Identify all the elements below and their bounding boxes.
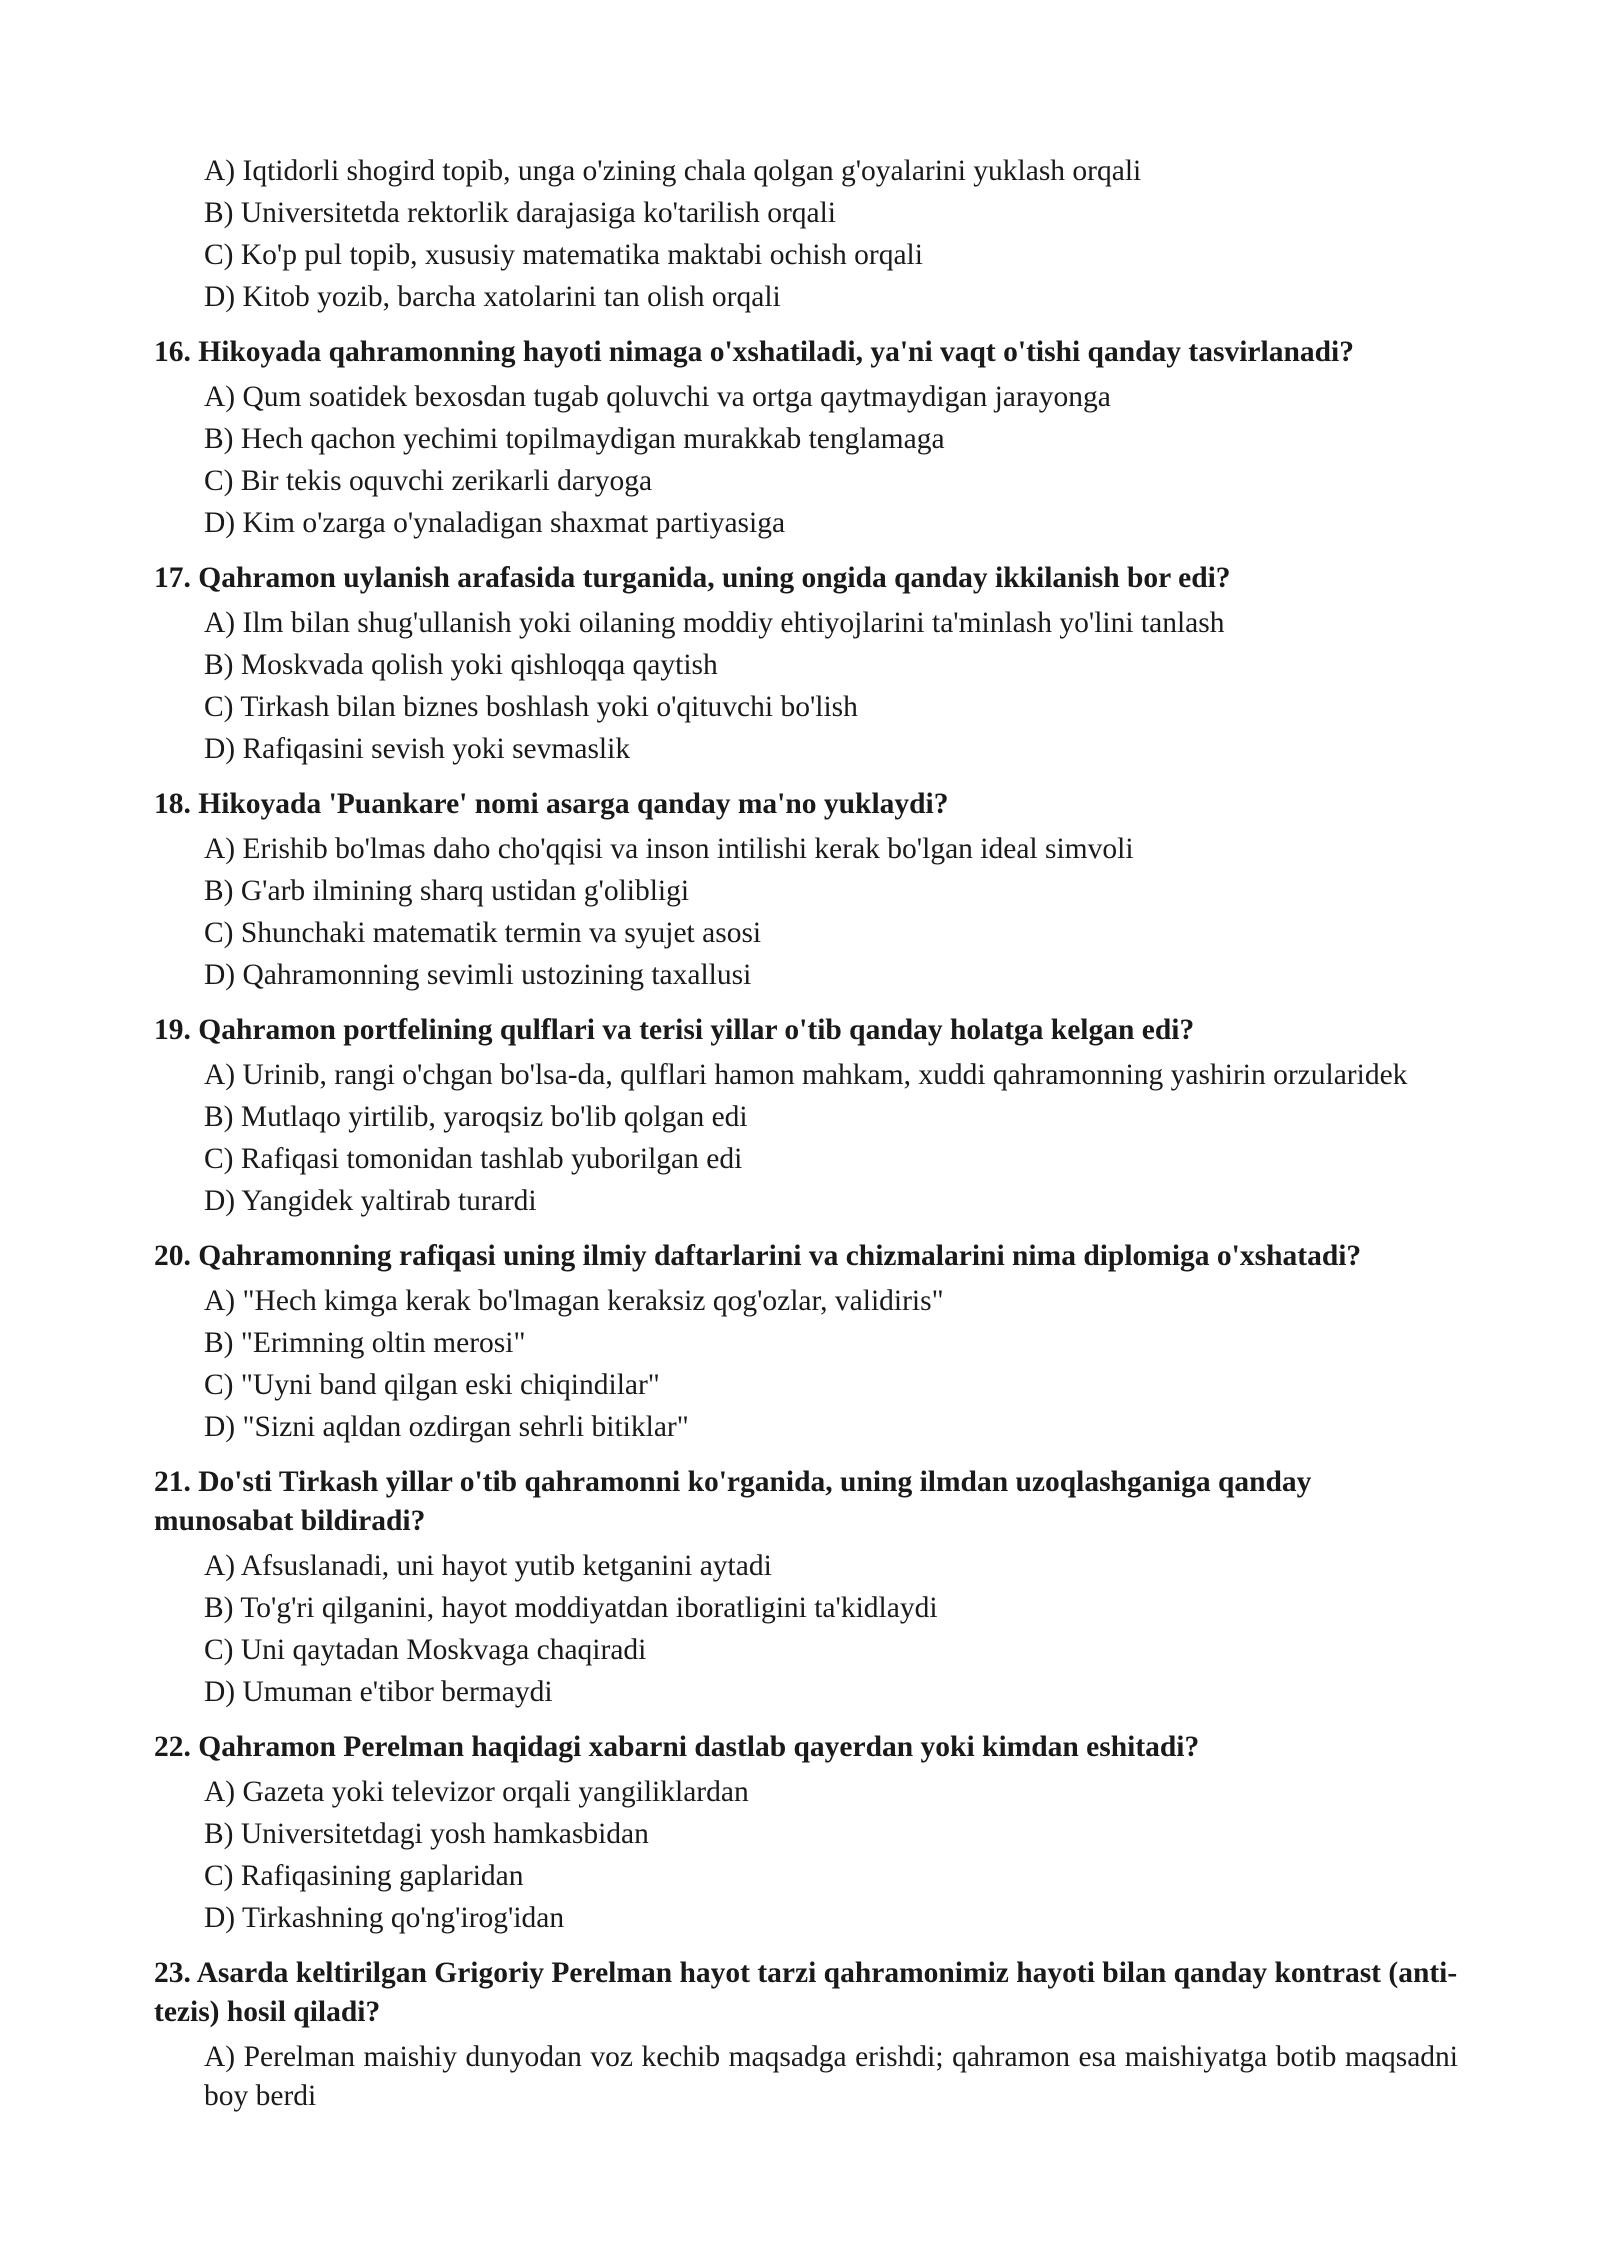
answer-option-d: D) Umuman e'tibor bermaydi [204, 1676, 553, 1708]
answer-option-d: D) Yangidek yaltirab turardi [204, 1185, 537, 1217]
answer-option-a: A) Afsuslanadi, uni hayot yutib ketganini aytadi [204, 1550, 772, 1582]
answer-option-c: C) Tirkash bilan biznes boshlash yoki o'qituvchi bo'lish [204, 691, 858, 723]
answer-options [154, 2032, 1458, 2116]
question-text: 21. Do'sti Tirkash yillar o'tib qahramonni ko'rganida, uning ilmdan uzoqlashganiga qanday munosabat bildiradi? [154, 1466, 1312, 1537]
answer-option-b: B) G'arb ilmining sharq ustidan g'olibligi [204, 875, 690, 907]
question-text: 16. Hikoyada qahramonning hayoti nimaga o'xshatiladi, ya'ni vaqt o'tishi qanday tasvirlanadi? [154, 336, 1354, 368]
question-15-continued [154, 149, 1458, 317]
answer-option-a: A) Ilm bilan shug'ullanish yoki oilaning moddiy ehtiyojlarini ta'minlash yo'lini tanlash [204, 607, 1225, 639]
answer-option-b: B) Moskvada qolish yoki qishloqqa qaytish [204, 649, 718, 681]
answer-option-a: A) Qum soatidek bexosdan tugab qoluvchi va ortga qaytmaydigan jarayonga [204, 381, 1111, 413]
question-18 [154, 785, 1458, 995]
answer-options [154, 1541, 1458, 1712]
answer-option-d: D) "Sizni aqldan ozdirgan sehrli bitiklar" [204, 1411, 689, 1443]
answer-option-b: B) Hech qachon yechimi topilmaydigan murakkab tenglamaga [204, 423, 945, 455]
answer-option-c: C) Ko'p pul topib, xususiy matematika maktabi ochish orqali [204, 239, 923, 271]
answer-option-d: D) Tirkashning qo'ng'irog'idan [204, 1902, 565, 1934]
answer-option-b: B) Universitetdagi yosh hamkasbidan [204, 1818, 649, 1850]
answer-options [154, 598, 1458, 769]
answer-option-a: A) Urinib, rangi o'chgan bo'lsa-da, qulflari hamon mahkam, xuddi qahramonning yashirin orzularidek [204, 1059, 1408, 1091]
answer-option-c: C) Bir tekis oquvchi zerikarli daryoga [204, 465, 653, 497]
answer-option-d: D) Kim o'zarga o'ynaladigan shaxmat partiyasiga [204, 507, 786, 539]
answer-option-a: A) "Hech kimga kerak bo'lmagan keraksiz qog'ozlar, validiris" [204, 1285, 944, 1317]
answer-options [154, 1276, 1458, 1447]
answer-option-b: B) To'g'ri qilganini, hayot moddiyatdan iboratligini ta'kidlaydi [204, 1592, 938, 1624]
answer-option-d: D) Kitob yozib, barcha xatolarini tan olish orqali [204, 281, 781, 313]
answer-options [154, 1767, 1458, 1938]
answer-option-a: A) Perelman maishiy dunyodan voz kechib maqsadga erishdi; qahramon esa maishiyatga botib maqsadni boy berdi [204, 2041, 1458, 2112]
question-text: 17. Qahramon uylanish arafasida turganida, uning ongida qanday ikkilanish bor edi? [154, 562, 1231, 594]
answer-options [154, 1050, 1458, 1221]
answer-option-c: C) "Uyni band qilgan eski chiqindilar" [204, 1369, 660, 1401]
answer-option-b: B) Universitetda rektorlik darajasiga ko'tarilish orqali [204, 197, 837, 229]
answer-option-c: C) Rafiqasining gaplaridan [204, 1860, 524, 1892]
answer-option-b: B) Mutlaqo yirtilib, yaroqsiz bo'lib qolgan edi [204, 1101, 748, 1133]
answer-option-b: B) "Erimning oltin merosi" [204, 1327, 526, 1359]
question-text: 23. Asarda keltirilgan Grigoriy Perelman hayot tarzi qahramonimiz hayoti bilan qanday kontrast (anti-tezis) hosil qiladi? [154, 1957, 1458, 2028]
answer-option-a: A) Erishib bo'lmas daho cho'qqisi va inson intilishi kerak bo'lgan ideal simvoli [204, 833, 1134, 865]
answer-option-c: C) Shunchaki matematik termin va syujet asosi [204, 917, 762, 949]
answer-options [154, 149, 1458, 317]
question-text: 18. Hikoyada 'Puankare' nomi asarga qanday ma'no yuklaydi? [154, 788, 949, 820]
answer-option-d: D) Rafiqasini sevish yoki sevmaslik [204, 733, 631, 765]
question-16 [154, 333, 1458, 543]
answer-option-c: C) Rafiqasi tomonidan tashlab yuborilgan edi [204, 1143, 743, 1175]
question-text: 20. Qahramonning rafiqasi uning ilmiy daftarlarini va chizmalarini nima diplomiga o'xshatadi? [154, 1240, 1362, 1272]
question-21 [154, 1463, 1458, 1712]
question-19 [154, 1011, 1458, 1221]
question-23 [154, 1954, 1458, 2116]
question-17 [154, 559, 1458, 769]
answer-options [154, 824, 1458, 995]
answer-option-a: A) Gazeta yoki televizor orqali yangiliklardan [204, 1776, 749, 1808]
question-22 [154, 1728, 1458, 1938]
answer-option-c: C) Uni qaytadan Moskvaga chaqiradi [204, 1634, 647, 1666]
answer-option-a: A) Iqtidorli shogird topib, unga o'zining chala qolgan g'oyalarini yuklash orqali [204, 155, 1142, 187]
question-text: 22. Qahramon Perelman haqidagi xabarni dastlab qayerdan yoki kimdan eshitadi? [154, 1731, 1200, 1763]
question-20 [154, 1237, 1458, 1447]
answer-options [154, 372, 1458, 543]
question-text: 19. Qahramon portfelining qulflari va terisi yillar o'tib qanday holatga kelgan edi? [154, 1014, 1195, 1046]
answer-option-d: D) Qahramonning sevimli ustozining taxallusi [204, 959, 752, 991]
